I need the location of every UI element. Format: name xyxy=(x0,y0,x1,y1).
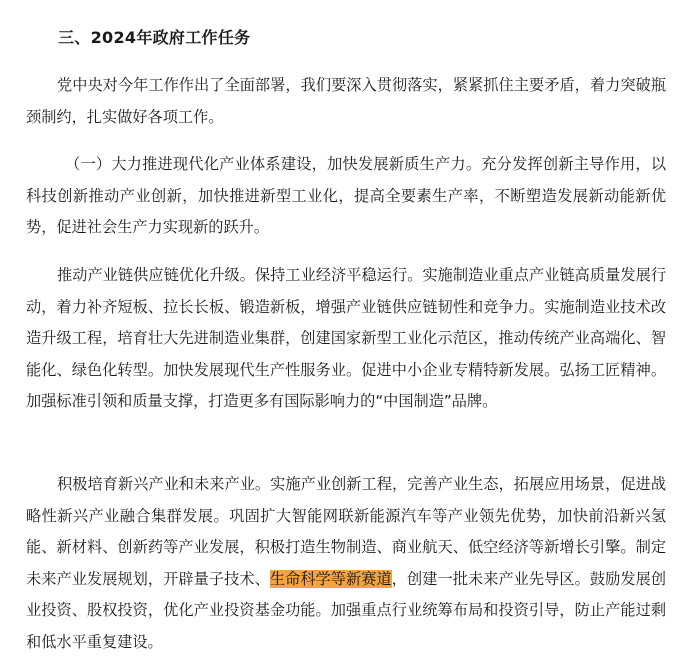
paragraph-text-before: 积极培育新兴产业和未来产业。实施产业创新工程，完善产业生态，拓展应用场景，促进战略性新兴产业融合集群发展。巩固扩大智能网联新能源汽车等产业领先优势，加快前沿新兴氢能、新材料、创新药等产业发展，积极打造生物制造、商业航天、低空经济等新增长引擎。制定未来产业发展规划，开辟量子技术、 xyxy=(26,475,666,588)
section-heading: 三、2024年政府工作任务 xyxy=(58,28,251,47)
paragraph-text-after: ，创建一批未来产业先导区。鼓励发展创业投资、股权投资，优化产业投资基金功能。加强重点行业统筹布局和投资引导，防止产能过剩和低水平重复建设。 xyxy=(26,569,667,651)
paragraph-supply-chain: 推动产业链供应链优化升级。保持工业经济平稳运行。实施制造业重点产业链高质量发展行动，着力补齐短板、拉长长板、锻造新板，增强产业链供应链韧性和竞争力。实施制造业技术改造升级工程，培育壮大先进制造业集群，创建国家新型工业化示范区，推动传统产业高端化、智能化、绿色化转型。加快发展现代生产性服务业。促进中小企业专精特新发展。弘扬工匠精神。加强标准引领和质量支撑，打造更多有国际影响力的“中国制造”品牌。 xyxy=(26,266,666,411)
highlighted-text: 生命科学等新赛道 xyxy=(269,569,392,588)
paragraph-intro: 党中央对今年工作作出了全面部署，我们要深入贯彻落实，紧紧抓住主要矛盾，着力突破瓶颈制约，扎实做好各项工作。 xyxy=(26,76,666,126)
paragraph-emerging-industries xyxy=(26,469,666,659)
paragraph-modern-industry: （一）大力推进现代化产业体系建设，加快发展新质生产力。充分发挥创新主导作用，以科技创新推动产业创新，加快推进新型工业化，提高全要素生产率，不断塑造发展新动能新优势，促进社会生产力实现新的跃升。 xyxy=(26,155,666,237)
